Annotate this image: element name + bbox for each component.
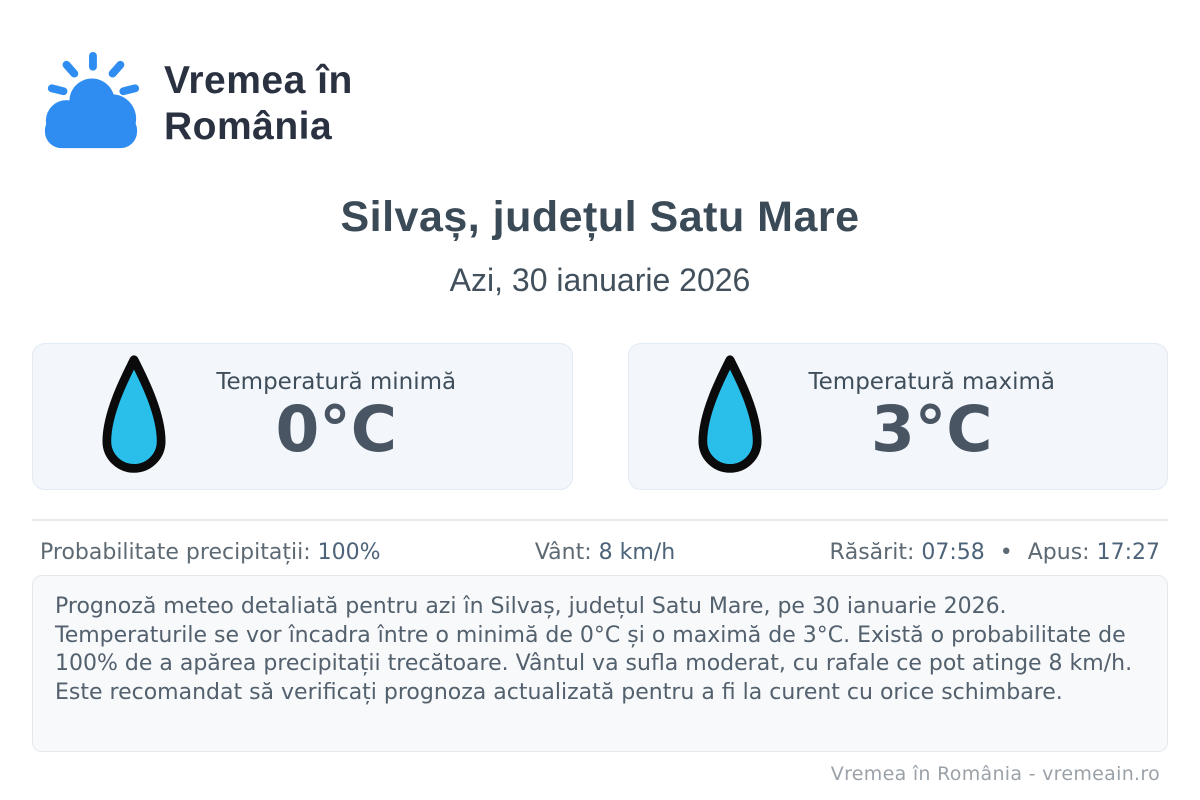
sun-cloud-icon: [40, 52, 142, 156]
max-temperature-text: [767, 369, 1168, 467]
wind-label: Vânt:: [534, 540, 592, 565]
min-temperature-card: [32, 343, 573, 490]
sun-times-stat: [829, 540, 1160, 565]
forecast-description: Prognoză meteo detaliată pentru azi în Silvaș, județul Satu Mare, pe 30 ianuarie 2026. Temperaturile se vor încadra între o minimă de 0°C și o maximă de 3°C. Există o probabilitate de 100% de a apărea precipitații trecătoare. Vântul va sufla moderat, cu rafale ce pot atinge 8 km/h. Este recomandat să verificați prognoza actualizată pentru a fi la curent cu orice schimbare.: [32, 575, 1168, 752]
precipitation-value: 100%: [317, 540, 381, 565]
sunset-label: Apus:: [1027, 540, 1090, 565]
precipitation-label: Probabilitate precipitații:: [40, 540, 311, 565]
divider: [32, 519, 1168, 521]
logo-line2: România: [164, 105, 333, 148]
water-drop-icon: [97, 352, 171, 482]
max-temperature-card: [628, 343, 1169, 490]
min-temperature-label: Temperatură minimă: [216, 369, 457, 396]
page-title: Silvaș, județul Satu Mare: [340, 193, 860, 241]
logo-line1: Vremea în: [164, 59, 353, 103]
max-temperature-label: Temperatură maximă: [808, 369, 1055, 396]
logo-wordmark: [164, 58, 353, 149]
stats-row: [40, 540, 1160, 565]
water-drop-icon: [693, 352, 767, 482]
precipitation-stat: [40, 540, 381, 565]
app-logo: [40, 52, 353, 156]
min-temperature-text: [171, 369, 572, 467]
page-subtitle: Azi, 30 ianuarie 2026: [449, 262, 751, 298]
wind-stat: [535, 540, 675, 565]
sunrise-label: Răsărit:: [829, 540, 915, 565]
min-temperature-value: 0°C: [275, 393, 398, 467]
max-temperature-value: 3°C: [870, 393, 993, 467]
header: [0, 193, 1200, 299]
footer-credit: Vremea în România - vremeain.ro: [830, 763, 1160, 785]
bullet-separator: •: [999, 540, 1013, 565]
sunset-value: 17:27: [1096, 540, 1160, 565]
temperature-cards: [32, 343, 1168, 490]
sunrise-value: 07:58: [921, 540, 985, 565]
wind-value: 8 km/h: [598, 540, 676, 565]
